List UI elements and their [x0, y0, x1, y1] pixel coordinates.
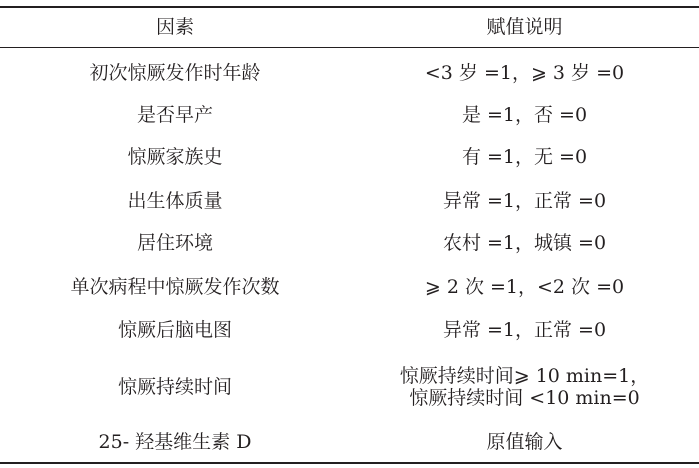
- header-value: 赋值说明: [486, 16, 563, 38]
- row-value-duration: [350, 360, 699, 414]
- row-factor-family-history: 惊厥家族史: [127, 146, 223, 168]
- table-bottom-rule: [0, 462, 699, 464]
- row-factor-birth-weight: 出生体质量: [127, 190, 223, 212]
- row-factor-premature: 是否早产: [136, 104, 213, 126]
- row-value-premature: 是 =1，否 =0: [461, 104, 588, 126]
- row-value-residence: 农村 =1，城镇 =0: [442, 232, 607, 254]
- row-value-eeg: 异常 =1，正常 =0: [442, 319, 607, 341]
- row-factor-eeg: 惊厥后脑电图: [117, 319, 232, 341]
- row-value-birth-weight: 异常 =1，正常 =0: [442, 190, 607, 212]
- row-value-family-history: 有 =1，无 =0: [461, 146, 588, 168]
- row-factor-age: 初次惊厥发作时年龄: [89, 62, 261, 84]
- header-factor: 因素: [155, 16, 194, 38]
- table-header-rule: [0, 47, 699, 48]
- row-value-vitamin-d: 原值输入: [486, 431, 563, 453]
- table-top-rule: [0, 6, 699, 8]
- row-factor-residence: 居住环境: [136, 232, 213, 254]
- row-factor-duration: 惊厥持续时间: [117, 376, 232, 398]
- row-value-duration-line-2: 惊厥持续时间 <10 min=0: [409, 387, 640, 409]
- row-factor-vitamin-d: 25- 羟基维生素 D: [98, 431, 252, 453]
- row-value-age: <3 岁 =1，⩾ 3 岁 =0: [424, 62, 625, 84]
- row-value-duration-line-1: 惊厥持续时间⩾ 10 min=1，: [399, 365, 650, 387]
- row-factor-seizure-count: 单次病程中惊厥发作次数: [70, 276, 280, 298]
- row-value-seizure-count: ⩾ 2 次 =1，<2 次 =0: [424, 276, 625, 298]
